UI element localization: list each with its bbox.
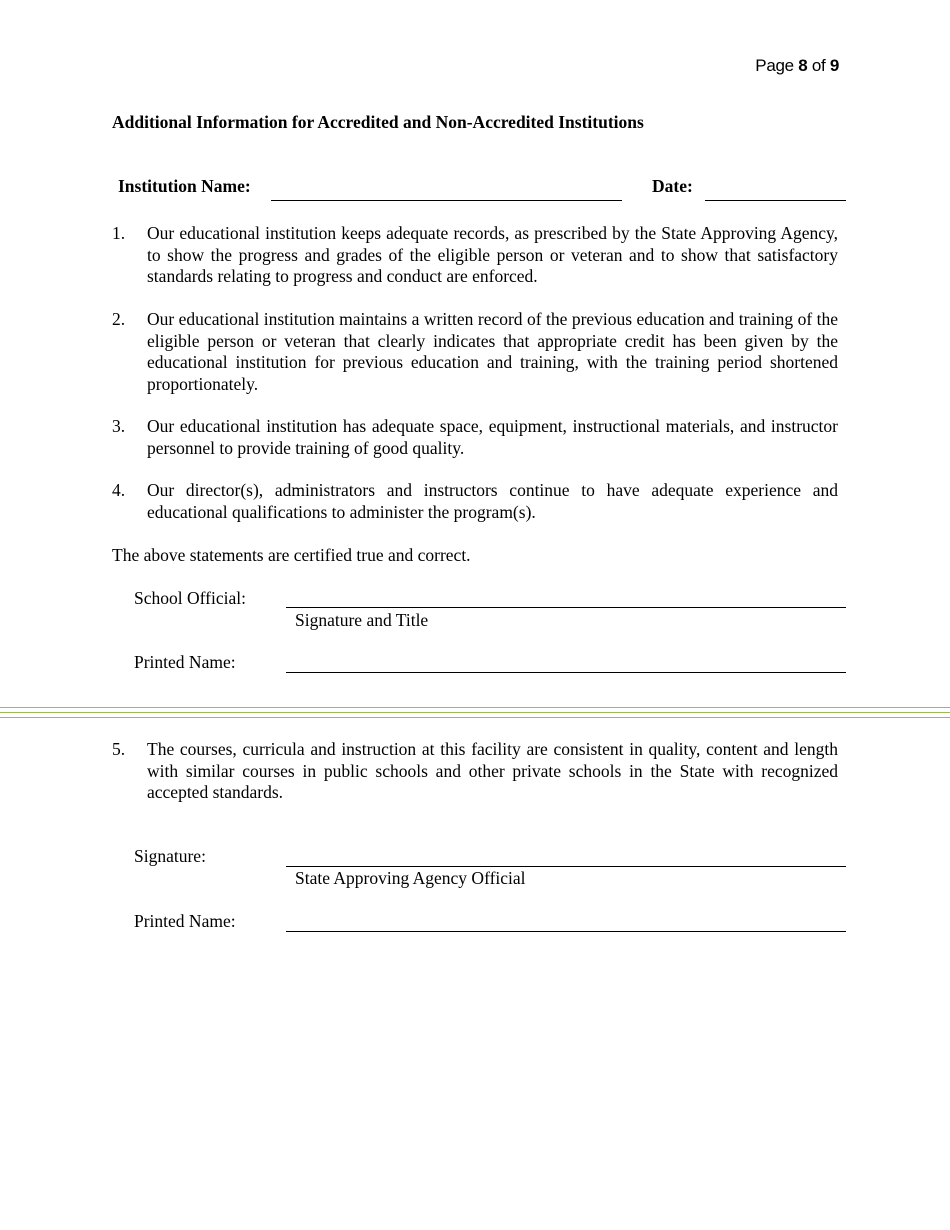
- item-number: 1.: [112, 223, 126, 243]
- agency-caption: State Approving Agency Official: [295, 868, 526, 888]
- item-text: Our educational institution maintains a written record of the previous education and training of the eligible person or veteran that clearly indicates that appropriate credit has been given by the educational institution for previous education and training, with the training period shortened proportionately.: [147, 309, 838, 394]
- list-item: [112, 416, 838, 459]
- school-official-signature-field[interactable]: [286, 607, 846, 608]
- signature-title-caption: Signature and Title: [295, 610, 429, 630]
- page-prefix: Page: [755, 56, 794, 75]
- list-item: [112, 739, 838, 804]
- agency-signature-field[interactable]: [286, 866, 846, 867]
- institution-name-field[interactable]: [271, 200, 622, 201]
- section-divider: [0, 707, 950, 708]
- institution-name-label: Institution Name:: [118, 176, 251, 196]
- item-text: Our educational institution keeps adequate records, as prescribed by the State Approving Agency, to show the progress and grades of the eligible person or veteran and to show that satisfactory standards relating to progress and conduct are enforced.: [147, 223, 838, 286]
- date-field[interactable]: [705, 200, 846, 201]
- item-text: Our director(s), administrators and instructors continue to have adequate experience and educational qualifications to administer the program(s).: [147, 480, 838, 522]
- page-number: [755, 56, 839, 76]
- item-number: 5.: [112, 739, 126, 759]
- list-item: [112, 223, 838, 288]
- page-current: 8: [798, 56, 808, 75]
- section-divider: [0, 712, 950, 713]
- item-number: 4.: [112, 480, 126, 500]
- date-label: Date:: [652, 176, 693, 196]
- list-item: [112, 480, 838, 523]
- item-number: 3.: [112, 416, 126, 436]
- agency-printed-name-field[interactable]: [286, 931, 846, 932]
- certification-statement: The above statements are certified true and correct.: [112, 545, 471, 565]
- printed-name-field[interactable]: [286, 672, 846, 673]
- printed-name-label: Printed Name:: [134, 911, 236, 931]
- school-official-label: School Official:: [134, 588, 246, 608]
- item-number: 2.: [112, 309, 126, 329]
- section-divider: [0, 717, 950, 718]
- item-text: The courses, curricula and instruction at this facility are consistent in quality, content and length with similar courses in public schools and other private schools in the State with recognized accepted standards.: [147, 739, 838, 802]
- item-text: Our educational institution has adequate space, equipment, instructional materials, and instructor personnel to provide training of good quality.: [147, 416, 838, 458]
- list-item: [112, 309, 838, 395]
- signature-label: Signature:: [134, 846, 206, 866]
- printed-name-label: Printed Name:: [134, 652, 236, 672]
- page-title: Additional Information for Accredited and Non-Accredited Institutions: [112, 112, 644, 132]
- page-of: of: [811, 56, 826, 75]
- page-total: 9: [829, 56, 839, 75]
